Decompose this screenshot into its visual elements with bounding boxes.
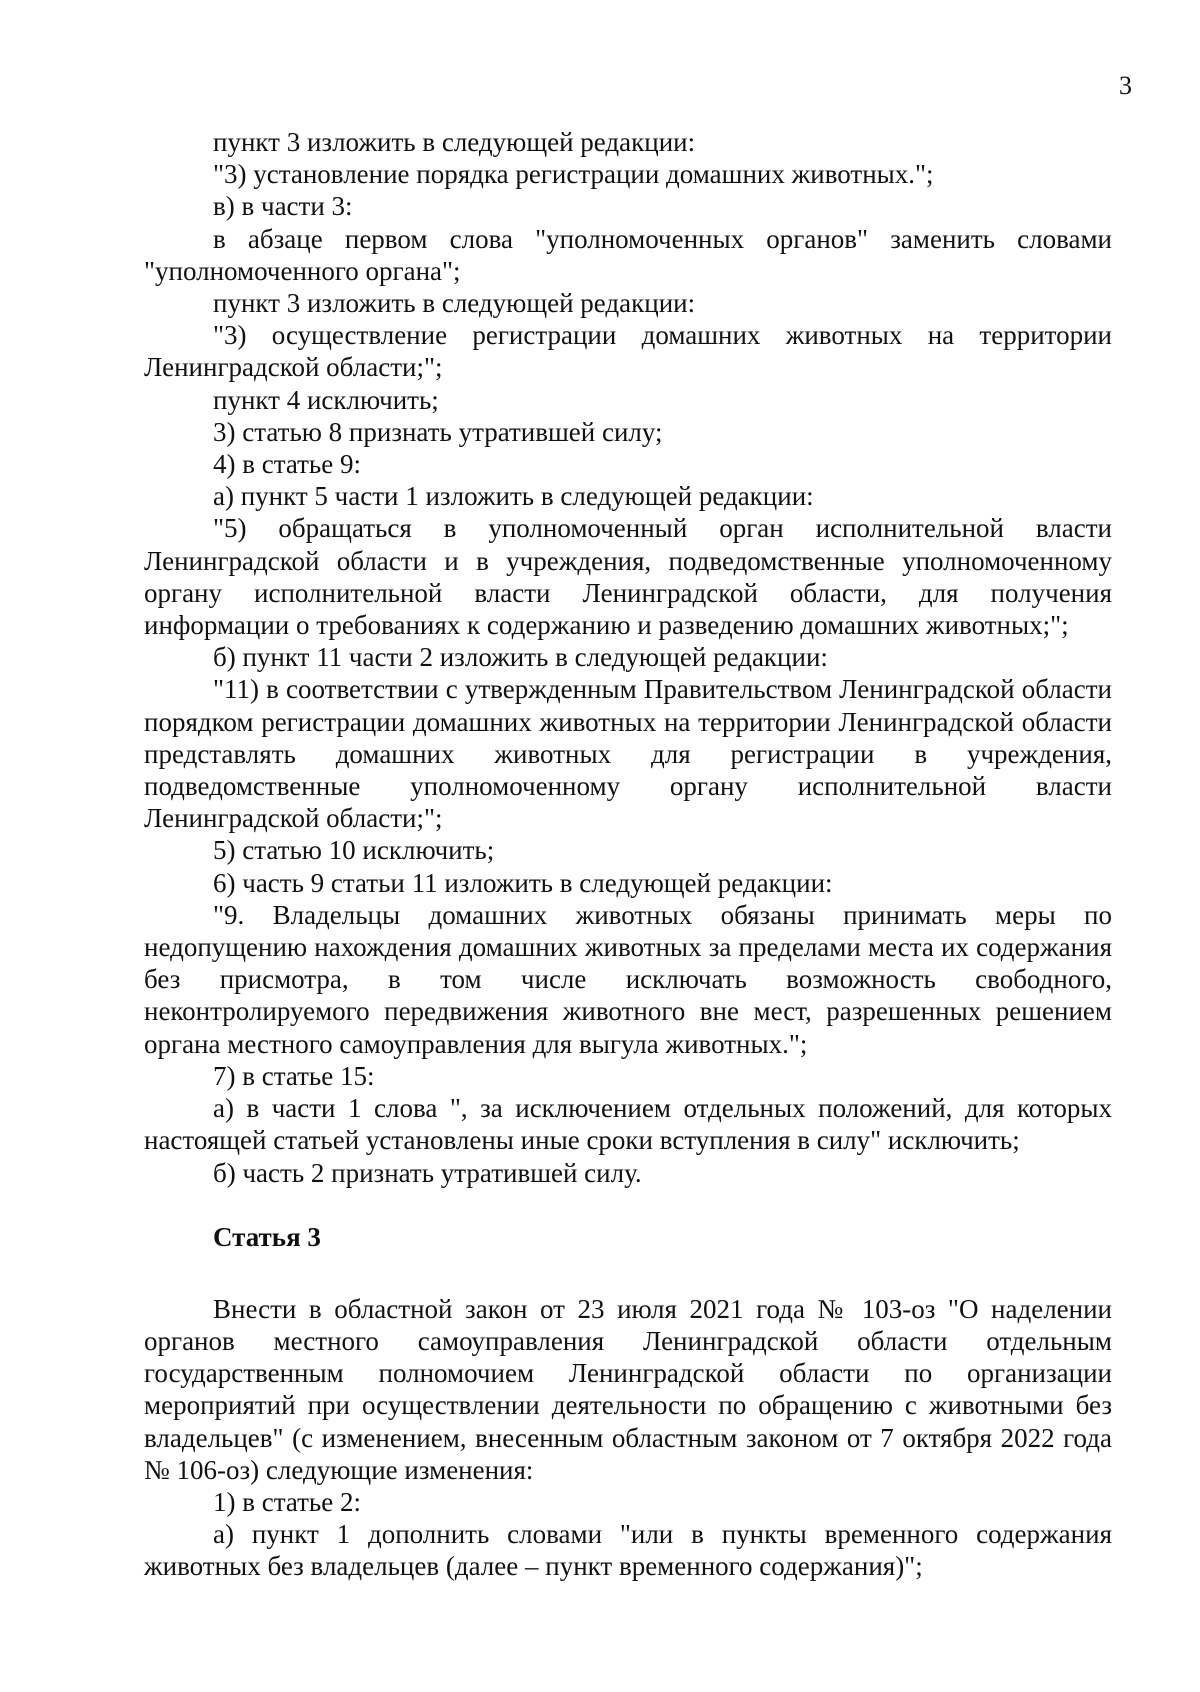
paragraph: в абзаце первом слова "уполномоченных органов" заменить словами "уполномоченного органа";	[144, 223, 1112, 286]
paragraph: б) часть 2 признать утратившей силу.	[213, 1157, 642, 1188]
paragraph: а) в части 1 слова ", за исключением отдельных положений, для которых настоящей статьей установлены иные сроки вступления в силу" исключить;	[144, 1093, 1112, 1156]
paragraph: Внести в областной закон от 23 июля 2021 года № 103-оз "О наделении органов местного самоуправления Ленинградской области отдельным государственным полномочием Ленинградской области по организации мероприятий при осуществлении деятельности по обращению с животными без владельцев" (с изменением, внесенным областным законом от 7 октября 2022 года № 106-оз) следующие изменения:	[144, 1293, 1112, 1485]
paragraph: "11) в соответствии с утвержденным Правительством Ленинградской области порядком регистрации домашних животных на территории Ленинградской области представлять домашних животных для регистрации в учреждения, подведомственные уполномоченному органу исполнительной власти Ленинградской области;";	[144, 674, 1112, 834]
page-number: 3	[1119, 71, 1132, 100]
paragraph: пункт 4 исключить;	[213, 384, 439, 415]
paragraph: а) пункт 5 части 1 изложить в следующей редакции:	[213, 481, 814, 512]
paragraph: "3) осуществление регистрации домашних животных на территории Ленинградской области;";	[144, 320, 1112, 383]
paragraph: 1) в статье 2:	[213, 1486, 361, 1517]
paragraph: б) пункт 11 части 2 изложить в следующей редакции:	[213, 642, 828, 673]
paragraph: 4) в статье 9:	[213, 449, 361, 480]
paragraph: 6) часть 9 статьи 11 изложить в следующей редакции:	[213, 867, 833, 898]
paragraph: пункт 3 изложить в следующей редакции:	[213, 127, 696, 157]
article-heading: Статья 3	[213, 1221, 321, 1252]
paragraph: "3) установление порядка регистрации домашних животных.";	[213, 159, 934, 190]
paragraph: "5) обращаться в уполномоченный орган исполнительной власти Ленинградской области и в учреждения, подведомственные уполномоченному органу исполнительной власти Ленинградской области, для получения информации о требованиях к содержанию и разведению домашних животных;";	[144, 513, 1112, 641]
document-body	[144, 126, 1112, 1583]
paragraph: а) пункт 1 дополнить словами "или в пункты временного содержания животных без владельцев (далее – пункт временного содержания)";	[144, 1519, 1112, 1582]
paragraph: пункт 3 изложить в следующей редакции:	[213, 288, 696, 319]
paragraph: "9. Владельцы домашних животных обязаны принимать меры по недопущению нахождения домашних животных за пределами места их содержания без присмотра, в том числе исключать возможность свободного, неконтролируемого передвижения животного вне мест, разрешенных решением органа местного самоуправления для выгула животных.";	[144, 899, 1112, 1059]
paragraph: 7) в статье 15:	[213, 1060, 375, 1091]
paragraph: 5) статью 10 исключить;	[213, 835, 495, 866]
paragraph: 3) статью 8 признать утратившей силу;	[213, 416, 663, 447]
paragraph: в) в части 3:	[213, 191, 353, 222]
